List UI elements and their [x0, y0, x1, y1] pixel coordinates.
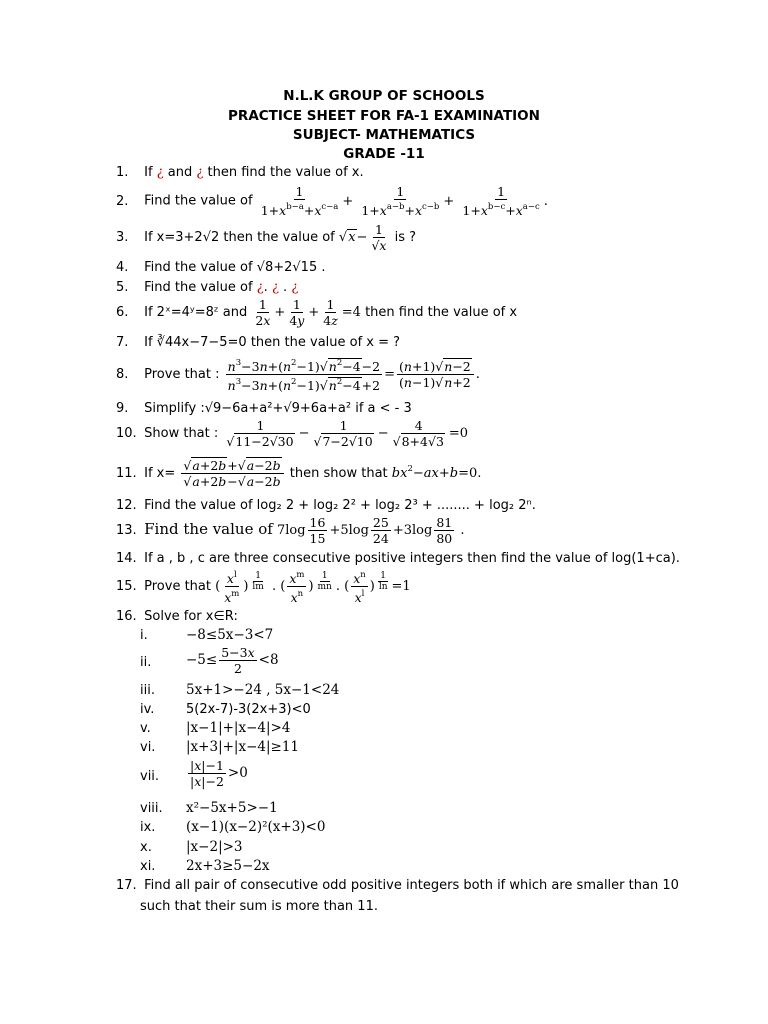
expression: $bx^2-ax+b=0$.	[391, 464, 482, 481]
question-text: Simplify :√9−6a+a²+√9+6a+a² if a < - 3	[144, 401, 412, 416]
sub-part-expr: x²−5x+5>−1	[186, 800, 278, 816]
sub-part-num: i.	[140, 628, 148, 643]
question-text: Find the value of	[144, 193, 253, 209]
question-text: Find the value of √8+2√15 .	[144, 260, 326, 275]
question-7: 7. If ∛44x−7−5=0 then the value of x = ?	[116, 335, 401, 350]
question-17-continued: such that their sum is more than 11.	[140, 899, 378, 914]
expression: $\frac{n^3-3n+(n^2-1)√n^2-4-2}{n^3-3n+(n^2-1)√n^2-4+2}$ = $\frac{(n+1)√n-2}{(n-1)√n+2}$ .	[227, 358, 480, 393]
sub-part-num: xi.	[140, 859, 156, 874]
sub-part-expr: −8≤5x−3<7	[186, 627, 274, 643]
placeholder-glyph: ¿	[291, 280, 299, 295]
question-10: 10. Show that : $\frac{1}{√11-2√30}$ − $\frac{1}{√7-2√10}$ − $\frac{4}{√8+4√3}$ =0	[116, 418, 469, 449]
question-text: Prove that	[144, 579, 211, 594]
sub-part-num: vii.	[140, 769, 160, 784]
question-5: 5. Find the value of ¿. ¿ . ¿	[116, 280, 299, 295]
sub-part-num: v.	[140, 721, 151, 736]
question-3: 3. If x=3+2√2 then the value of √x− $\frac{1}{√x}$ is ?	[116, 222, 417, 253]
sub-part-expr: |x−1|+|x−4|>4	[186, 720, 291, 736]
question-text: If x=3+2√2 then the value of	[144, 230, 335, 245]
expression: √x− $\frac{1}{√x}$	[338, 222, 387, 253]
sub-part-num: ii.	[140, 655, 152, 670]
sub-part-expr: 5x+1>−24 , 5x−1<24	[186, 682, 340, 698]
expression: $\frac{1}{√11-2√30}$ − $\frac{1}{√7-2√10}$ − $\frac{4}{√8+4√3}$ =0	[226, 418, 469, 449]
expression: $\frac{1}{1+x^{b-a}+x^{c-a}}$ + $\frac{1}{1+x^{a-b}+x^{c-b}}$ + $\frac{1}{1+x^{b-c}+x^{a-c}}$ .	[260, 184, 548, 218]
question-8: 8. Prove that : $\frac{n^3-3n+(n^2-1)√n^2-4-2}{n^3-3n+(n^2-1)√n^2-4+2}$ = $\frac{(n+1)√n-2}{(n-1)√n+2}$ .	[116, 358, 480, 393]
sheet-title: PRACTICE SHEET FOR FA-1 EXAMINATION	[228, 108, 540, 124]
question-tail: then find the value of x	[365, 305, 518, 320]
question-text: Solve for x∈R:	[144, 609, 238, 624]
question-tail: then show that	[289, 466, 388, 481]
question-tail: is ?	[394, 230, 417, 245]
question-15: 15. Prove that ( $\frac{x^l}{x^m}$ ) $^{\frac{1}{lm}}$ . ( $\frac{x^m}{x^n}$ ) $^{\frac{1}{mn}}$ . ( $\frac{x^n}{x^l}$ ) $^{\frac{1}{\ln}}$ =1	[116, 570, 411, 605]
question-16: 16. Solve for x∈R:	[116, 609, 238, 624]
question-text: If 2ˣ=4ʸ=8ᶻ and	[144, 305, 248, 320]
sub-part-num: ix.	[140, 820, 156, 835]
question-text: If a , b , c are three consecutive positive integers then find the value of log(1+ca).	[144, 551, 680, 566]
sub-part-expr: 5(2x-7)-3(2x+3)<0	[186, 702, 311, 717]
sub-part-expr: $\frac{|x|-1}{|x|-2}$ >0	[190, 758, 248, 789]
question-text: Prove that :	[144, 367, 220, 382]
placeholder-glyph: ¿	[156, 165, 164, 180]
question-6: 6. If 2ˣ=4ʸ=8ᶻ and $\frac{1}{2x}$ + $\frac{1}{4y}$ + $\frac{1}{4z}$ =4 then find the value of x	[116, 297, 518, 328]
question-1: 1. If ¿ and ¿ then find the value of x.	[116, 165, 364, 180]
question-text: Find the value of log₂ 2 + log₂ 2² + log₂ 2³ + ........ + log₂ 2ⁿ.	[144, 498, 536, 513]
sub-part-num: iii.	[140, 683, 155, 698]
question-text: If ¿ and ¿ then find the value of x.	[144, 165, 364, 180]
sub-part-expr: |x−2|>3	[186, 839, 243, 855]
question-text: Find the value of	[144, 520, 273, 538]
question-text: Find the value of ¿. ¿ . ¿	[144, 280, 299, 295]
placeholder-glyph: ¿	[196, 165, 204, 180]
expression: 7log $\frac{16}{15}$ +5log $\frac{25}{24}$ +3log $\frac{81}{80}$ .	[276, 515, 465, 546]
question-text: Show that :	[144, 426, 219, 441]
sub-part-expr: −5≤ $\frac{5-3x}{2}$ <8	[186, 645, 279, 676]
placeholder-glyph: ¿	[271, 280, 279, 295]
placeholder-glyph: ¿	[256, 280, 264, 295]
question-14: 14. If a , b , c are three consecutive positive integers then find the value of log(1+ca).	[116, 551, 680, 566]
question-text: If x=	[144, 466, 176, 481]
sub-part-expr: (x−1)(x−2)²(x+3)<0	[186, 819, 326, 835]
sub-part-expr: 2x+3≥5−2x	[186, 858, 270, 874]
question-17: 17. Find all pair of consecutive odd positive integers both if which are smaller than 10	[116, 878, 679, 893]
sub-part-num: vi.	[140, 740, 156, 755]
question-12: 12. Find the value of log₂ 2 + log₂ 2² + log₂ 2³ + ........ + log₂ 2ⁿ.	[116, 498, 536, 513]
question-13: 13. Find the value of 7log $\frac{16}{15}$ +5log $\frac{25}{24}$ +3log $\frac{81}{80}$ .	[116, 515, 465, 546]
sub-part-num: x.	[140, 840, 152, 855]
question-text: Find all pair of consecutive odd positive integers both if which are smaller than 10	[144, 878, 679, 893]
question-11: 11. If x= $\frac{√a+2b+√a-2b}{√a+2b-√a-2b}$ then show that $bx^2-ax+b=0$.	[116, 458, 482, 489]
expression: $\frac{1}{2x}$ + $\frac{1}{4y}$ + $\frac{1}{4z}$ =4	[255, 297, 366, 328]
school-name: N.L.K GROUP OF SCHOOLS	[283, 88, 485, 104]
question-4: 4. Find the value of √8+2√15 .	[116, 260, 326, 275]
grade-line: GRADE -11	[343, 146, 425, 162]
expression: $\frac{√a+2b+√a-2b}{√a+2b-√a-2b}$	[179, 466, 289, 481]
sub-part-expr: |x+3|+|x−4|≥11	[186, 739, 300, 755]
expression: ( $\frac{x^l}{x^m}$ ) $^{\frac{1}{lm}}$ . ( $\frac{x^m}{x^n}$ ) $^{\frac{1}{mn}}$ . ( $\frac{x^n}{x^l}$ ) $^{\frac{1}{\ln}}$ =1	[215, 570, 411, 605]
sub-part-num: viii.	[140, 801, 163, 816]
question-9: 9. Simplify :√9−6a+a²+√9+6a+a² if a < - 3	[116, 401, 412, 416]
sub-part-num: iv.	[140, 702, 155, 717]
question-2: 2. Find the value of $\frac{1}{1+x^{b-a}+x^{c-a}}$ + $\frac{1}{1+x^{a-b}+x^{c-b}}$ + $\frac{1}{1+x^{b-c}+x^{a-c}}$ .	[116, 184, 548, 218]
subject-line: SUBJECT- MATHEMATICS	[292, 127, 476, 143]
question-text: If ∛44x−7−5=0 then the value of x = ?	[144, 335, 401, 350]
